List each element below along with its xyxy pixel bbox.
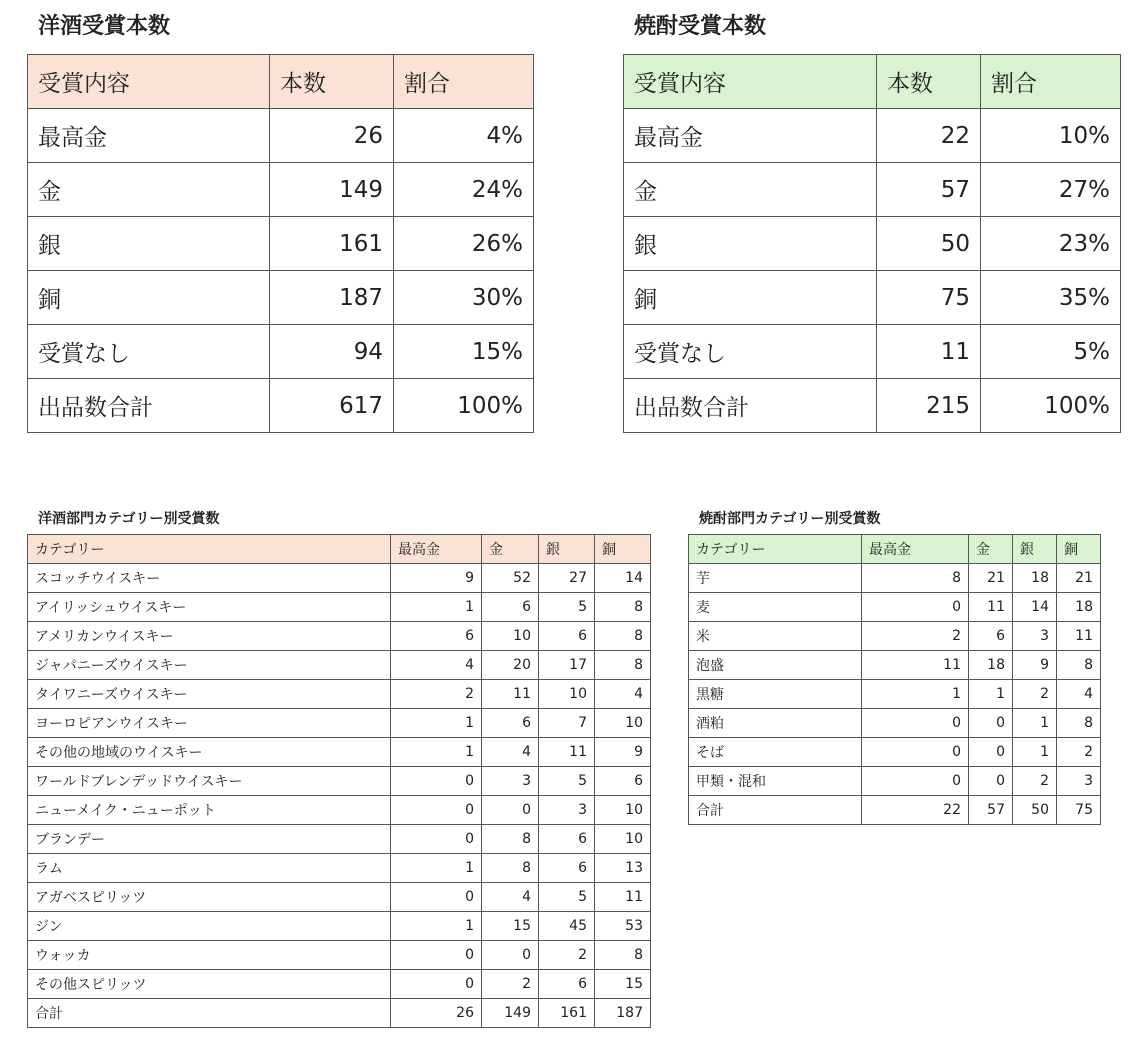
row-label: 合計 <box>689 796 862 825</box>
cell-value: 9 <box>1013 651 1057 680</box>
cell-value: 5 <box>539 593 595 622</box>
shochu-summary-table <box>623 54 1121 433</box>
table-row <box>689 796 1101 825</box>
cell-value: 9 <box>595 738 651 767</box>
cell-value: 0 <box>862 738 969 767</box>
table-row <box>28 163 534 217</box>
header-row <box>689 535 1101 564</box>
table-row <box>689 680 1101 709</box>
row-label: 最高金 <box>624 109 877 163</box>
cell-value: 3 <box>1057 767 1101 796</box>
column-header: 最高金 <box>862 535 969 564</box>
cell-value: 23% <box>981 217 1121 271</box>
cell-value: 6 <box>969 622 1013 651</box>
cell-value: 10 <box>595 825 651 854</box>
table-row <box>28 941 651 970</box>
table-row <box>28 970 651 999</box>
table-row <box>28 825 651 854</box>
cell-value: 11 <box>969 593 1013 622</box>
cell-value: 21 <box>969 564 1013 593</box>
table-row <box>28 379 534 433</box>
cell-value: 11 <box>862 651 969 680</box>
yoshu-summary-title: 洋酒受賞本数 <box>38 14 171 39</box>
column-header: 銀 <box>1013 535 1057 564</box>
cell-value: 4% <box>394 109 534 163</box>
column-header: 受賞内容 <box>28 55 270 109</box>
table-row <box>28 622 651 651</box>
header-row <box>624 55 1121 109</box>
table-row <box>624 109 1121 163</box>
cell-value: 13 <box>595 854 651 883</box>
row-label: 芋 <box>689 564 862 593</box>
table-row <box>689 593 1101 622</box>
cell-value: 3 <box>539 796 595 825</box>
row-label: その他スピリッツ <box>28 970 391 999</box>
row-label: タイワニーズウイスキー <box>28 680 391 709</box>
column-header: カテゴリー <box>689 535 862 564</box>
cell-value: 3 <box>482 767 539 796</box>
cell-value: 15 <box>482 912 539 941</box>
yoshu-summary-table <box>27 54 534 433</box>
cell-value: 5% <box>981 325 1121 379</box>
table-row <box>689 738 1101 767</box>
row-label: スコッチウイスキー <box>28 564 391 593</box>
row-label: 受賞なし <box>624 325 877 379</box>
cell-value: 24% <box>394 163 534 217</box>
cell-value: 18 <box>969 651 1013 680</box>
cell-value: 15% <box>394 325 534 379</box>
cell-value: 8 <box>482 854 539 883</box>
cell-value: 52 <box>482 564 539 593</box>
cell-value: 100% <box>981 379 1121 433</box>
cell-value: 21 <box>1057 564 1101 593</box>
table-row <box>28 883 651 912</box>
cell-value: 1 <box>391 738 482 767</box>
table-row <box>689 622 1101 651</box>
cell-value: 8 <box>595 593 651 622</box>
cell-value: 0 <box>482 796 539 825</box>
cell-value: 1 <box>1013 709 1057 738</box>
cell-value: 8 <box>595 941 651 970</box>
cell-value: 50 <box>877 217 981 271</box>
shochu-summary-title: 焼酎受賞本数 <box>634 14 767 39</box>
row-label: 合計 <box>28 999 391 1028</box>
table-row <box>28 680 651 709</box>
cell-value: 6 <box>539 970 595 999</box>
table-row <box>28 109 534 163</box>
row-label: アイリッシュウイスキー <box>28 593 391 622</box>
table-row <box>28 217 534 271</box>
cell-value: 0 <box>391 825 482 854</box>
cell-value: 27 <box>539 564 595 593</box>
cell-value: 1 <box>969 680 1013 709</box>
cell-value: 0 <box>391 796 482 825</box>
table-row <box>689 709 1101 738</box>
cell-value: 0 <box>391 883 482 912</box>
cell-value: 22 <box>862 796 969 825</box>
column-header: 金 <box>969 535 1013 564</box>
cell-value: 0 <box>862 593 969 622</box>
cell-value: 0 <box>391 767 482 796</box>
cell-value: 4 <box>391 651 482 680</box>
column-header: 銀 <box>539 535 595 564</box>
cell-value: 8 <box>862 564 969 593</box>
cell-value: 1 <box>391 854 482 883</box>
cell-value: 1 <box>391 709 482 738</box>
cell-value: 4 <box>482 738 539 767</box>
cell-value: 2 <box>391 680 482 709</box>
cell-value: 149 <box>270 163 394 217</box>
cell-value: 187 <box>270 271 394 325</box>
column-header: 金 <box>482 535 539 564</box>
cell-value: 149 <box>482 999 539 1028</box>
cell-value: 30% <box>394 271 534 325</box>
row-label: 米 <box>689 622 862 651</box>
cell-value: 10 <box>595 709 651 738</box>
table-row <box>28 912 651 941</box>
row-label: 銅 <box>28 271 270 325</box>
cell-value: 11 <box>877 325 981 379</box>
cell-value: 4 <box>1057 680 1101 709</box>
cell-value: 18 <box>1057 593 1101 622</box>
cell-value: 11 <box>482 680 539 709</box>
cell-value: 17 <box>539 651 595 680</box>
row-label: 酒粕 <box>689 709 862 738</box>
row-label: ラム <box>28 854 391 883</box>
table-row <box>689 767 1101 796</box>
table-row <box>28 325 534 379</box>
yoshu-category-title: 洋酒部門カテゴリー別受賞数 <box>38 511 220 527</box>
cell-value: 1 <box>1013 738 1057 767</box>
cell-value: 2 <box>539 941 595 970</box>
cell-value: 9 <box>391 564 482 593</box>
table-row <box>28 796 651 825</box>
cell-value: 161 <box>270 217 394 271</box>
cell-value: 10% <box>981 109 1121 163</box>
cell-value: 1 <box>391 912 482 941</box>
table-row <box>28 709 651 738</box>
row-label: 甲類・混和 <box>689 767 862 796</box>
cell-value: 20 <box>482 651 539 680</box>
cell-value: 10 <box>595 796 651 825</box>
row-label: ヨーロピアンウイスキー <box>28 709 391 738</box>
row-label: 金 <box>624 163 877 217</box>
column-header: カテゴリー <box>28 535 391 564</box>
column-header: 本数 <box>270 55 394 109</box>
cell-value: 6 <box>539 622 595 651</box>
table-row <box>624 271 1121 325</box>
column-header: 割合 <box>394 55 534 109</box>
column-header: 割合 <box>981 55 1121 109</box>
cell-value: 2 <box>862 622 969 651</box>
column-header: 銅 <box>1057 535 1101 564</box>
cell-value: 26 <box>270 109 394 163</box>
cell-value: 617 <box>270 379 394 433</box>
cell-value: 5 <box>539 883 595 912</box>
table-row <box>624 325 1121 379</box>
table-row <box>28 738 651 767</box>
cell-value: 15 <box>595 970 651 999</box>
cell-value: 10 <box>482 622 539 651</box>
cell-value: 45 <box>539 912 595 941</box>
cell-value: 6 <box>391 622 482 651</box>
cell-value: 75 <box>877 271 981 325</box>
cell-value: 0 <box>969 738 1013 767</box>
table-row <box>624 217 1121 271</box>
row-label: ワールドブレンデッドウイスキー <box>28 767 391 796</box>
cell-value: 4 <box>482 883 539 912</box>
cell-value: 7 <box>539 709 595 738</box>
table-row <box>28 999 651 1028</box>
cell-value: 5 <box>539 767 595 796</box>
cell-value: 6 <box>482 709 539 738</box>
cell-value: 75 <box>1057 796 1101 825</box>
header-row <box>28 55 534 109</box>
table-row <box>28 593 651 622</box>
row-label: アメリカンウイスキー <box>28 622 391 651</box>
header-row <box>28 535 651 564</box>
cell-value: 10 <box>539 680 595 709</box>
table-row <box>689 564 1101 593</box>
table-row <box>624 379 1121 433</box>
cell-value: 0 <box>391 970 482 999</box>
cell-value: 0 <box>482 941 539 970</box>
table-row <box>624 163 1121 217</box>
column-header: 本数 <box>877 55 981 109</box>
row-label: 出品数合計 <box>624 379 877 433</box>
row-label: 最高金 <box>28 109 270 163</box>
cell-value: 3 <box>1013 622 1057 651</box>
cell-value: 57 <box>969 796 1013 825</box>
cell-value: 0 <box>391 941 482 970</box>
table-row <box>28 271 534 325</box>
row-label: ジャパニーズウイスキー <box>28 651 391 680</box>
row-label: 銅 <box>624 271 877 325</box>
cell-value: 8 <box>595 622 651 651</box>
cell-value: 57 <box>877 163 981 217</box>
row-label: 麦 <box>689 593 862 622</box>
cell-value: 161 <box>539 999 595 1028</box>
cell-value: 27% <box>981 163 1121 217</box>
cell-value: 94 <box>270 325 394 379</box>
shochu-category-title: 焼酎部門カテゴリー別受賞数 <box>699 511 881 527</box>
cell-value: 4 <box>595 680 651 709</box>
yoshu-category-table <box>27 534 651 1028</box>
row-label: 銀 <box>28 217 270 271</box>
cell-value: 6 <box>539 825 595 854</box>
row-label: ニューメイク・ニューポット <box>28 796 391 825</box>
cell-value: 187 <box>595 999 651 1028</box>
cell-value: 2 <box>1057 738 1101 767</box>
row-label: アガベスピリッツ <box>28 883 391 912</box>
cell-value: 6 <box>482 593 539 622</box>
row-label: 銀 <box>624 217 877 271</box>
shochu-category-table <box>688 534 1101 825</box>
cell-value: 14 <box>595 564 651 593</box>
cell-value: 26 <box>391 999 482 1028</box>
cell-value: 215 <box>877 379 981 433</box>
cell-value: 11 <box>595 883 651 912</box>
cell-value: 14 <box>1013 593 1057 622</box>
row-label: 受賞なし <box>28 325 270 379</box>
row-label: 黒糖 <box>689 680 862 709</box>
cell-value: 8 <box>1057 651 1101 680</box>
cell-value: 53 <box>595 912 651 941</box>
row-label: ジン <box>28 912 391 941</box>
table-row <box>28 854 651 883</box>
column-header: 受賞内容 <box>624 55 877 109</box>
row-label: ウォッカ <box>28 941 391 970</box>
table-row <box>28 767 651 796</box>
cell-value: 8 <box>595 651 651 680</box>
cell-value: 11 <box>539 738 595 767</box>
row-label: ブランデー <box>28 825 391 854</box>
row-label: そば <box>689 738 862 767</box>
cell-value: 1 <box>391 593 482 622</box>
cell-value: 8 <box>482 825 539 854</box>
row-label: その他の地域のウイスキー <box>28 738 391 767</box>
cell-value: 2 <box>1013 767 1057 796</box>
cell-value: 26% <box>394 217 534 271</box>
cell-value: 0 <box>862 767 969 796</box>
table-row <box>28 564 651 593</box>
cell-value: 0 <box>862 709 969 738</box>
cell-value: 18 <box>1013 564 1057 593</box>
cell-value: 0 <box>969 709 1013 738</box>
cell-value: 2 <box>1013 680 1057 709</box>
column-header: 銅 <box>595 535 651 564</box>
cell-value: 35% <box>981 271 1121 325</box>
cell-value: 1 <box>862 680 969 709</box>
row-label: 金 <box>28 163 270 217</box>
cell-value: 6 <box>539 854 595 883</box>
cell-value: 6 <box>595 767 651 796</box>
cell-value: 22 <box>877 109 981 163</box>
column-header: 最高金 <box>391 535 482 564</box>
cell-value: 100% <box>394 379 534 433</box>
cell-value: 50 <box>1013 796 1057 825</box>
table-row <box>689 651 1101 680</box>
row-label: 出品数合計 <box>28 379 270 433</box>
table-row <box>28 651 651 680</box>
cell-value: 2 <box>482 970 539 999</box>
cell-value: 8 <box>1057 709 1101 738</box>
cell-value: 11 <box>1057 622 1101 651</box>
cell-value: 0 <box>969 767 1013 796</box>
row-label: 泡盛 <box>689 651 862 680</box>
